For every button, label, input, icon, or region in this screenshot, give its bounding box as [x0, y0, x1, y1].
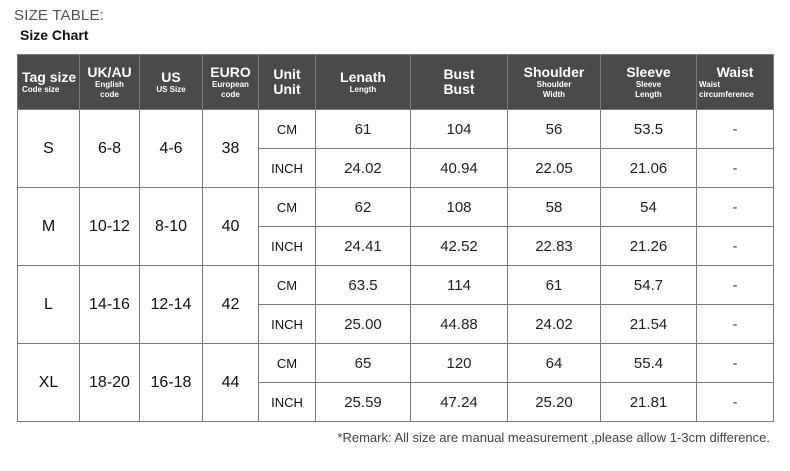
header-sub: Waist circumference: [699, 79, 754, 99]
waist-cell: -: [697, 227, 774, 266]
header-sub: Unit: [273, 81, 301, 97]
us-size-cell: 12-14: [140, 266, 203, 344]
shoulder-cell: 56: [508, 110, 601, 149]
shoulder-cell: 22.83: [508, 227, 601, 266]
us-size-cell: 16-18: [140, 344, 203, 422]
header-sub: English code: [95, 79, 124, 99]
tag-size-cell: S: [18, 110, 80, 188]
waist-cell: -: [697, 383, 774, 422]
header-sub: US Size: [156, 84, 186, 94]
header-waist: [697, 55, 774, 110]
header-sub: Bust: [443, 81, 475, 97]
tag-size-cell: L: [18, 266, 80, 344]
waist-cell: -: [697, 305, 774, 344]
bust-cell: 47.24: [411, 383, 508, 422]
us-size-cell: 8-10: [140, 188, 203, 266]
table-header-row: [18, 55, 774, 110]
waist-cell: -: [697, 110, 774, 149]
header-sub: Length: [349, 84, 377, 94]
shoulder-cell: 22.05: [508, 149, 601, 188]
unit-cell: INCH: [259, 305, 316, 344]
header-sub: Shoulder Width: [536, 79, 572, 99]
remark-note: *Remark: All size are manual measurement ,please allow 1-3cm difference.: [337, 430, 770, 445]
bust-cell: 120: [411, 344, 508, 383]
length-cell: 62: [316, 188, 411, 227]
header-euro: [203, 55, 259, 110]
header-length: [316, 55, 411, 110]
unit-cell: CM: [259, 110, 316, 149]
header-uk-au: [80, 55, 140, 110]
sleeve-cell: 21.81: [601, 383, 697, 422]
table-row: [18, 344, 774, 383]
uk-size-cell: 14-16: [80, 266, 140, 344]
uk-size-cell: 6-8: [80, 110, 140, 188]
header-main: Sleeve: [626, 63, 671, 80]
unit-cell: INCH: [259, 227, 316, 266]
header-main: Shoulder: [523, 63, 585, 80]
sleeve-cell: 21.54: [601, 305, 697, 344]
header-main: Lenath: [340, 68, 386, 85]
table-row: [18, 110, 774, 149]
sleeve-cell: 54.7: [601, 266, 697, 305]
tag-size-cell: XL: [18, 344, 80, 422]
header-main: EURO: [210, 63, 251, 80]
sleeve-cell: 21.06: [601, 149, 697, 188]
waist-cell: -: [697, 266, 774, 305]
header-sleeve: [601, 55, 697, 110]
bust-cell: 104: [411, 110, 508, 149]
header-tag-size: [18, 55, 80, 110]
header-main: UK/AU: [87, 63, 132, 80]
table-row: [18, 188, 774, 227]
length-cell: 24.41: [316, 227, 411, 266]
bust-cell: 108: [411, 188, 508, 227]
euro-size-cell: 42: [203, 266, 259, 344]
length-cell: 25.00: [316, 305, 411, 344]
bust-cell: 114: [411, 266, 508, 305]
sleeve-cell: 53.5: [601, 110, 697, 149]
length-cell: 61: [316, 110, 411, 149]
header-bust: [411, 55, 508, 110]
sleeve-cell: 21.26: [601, 227, 697, 266]
shoulder-cell: 61: [508, 266, 601, 305]
header-main: Bust: [443, 66, 475, 82]
euro-size-cell: 44: [203, 344, 259, 422]
length-cell: 24.02: [316, 149, 411, 188]
tag-size-cell: M: [18, 188, 80, 266]
waist-cell: -: [697, 188, 774, 227]
waist-cell: -: [697, 344, 774, 383]
size-chart-table: [17, 54, 774, 422]
header-main: Waist: [716, 63, 754, 80]
header-main: Unit: [273, 66, 301, 82]
sleeve-cell: 55.4: [601, 344, 697, 383]
unit-cell: INCH: [259, 149, 316, 188]
unit-cell: INCH: [259, 383, 316, 422]
shoulder-cell: 58: [508, 188, 601, 227]
uk-size-cell: 18-20: [80, 344, 140, 422]
unit-cell: CM: [259, 188, 316, 227]
header-sub: Sleeve Length: [635, 79, 662, 99]
header-unit: [259, 55, 316, 110]
size-table-heading: SIZE TABLE:: [14, 7, 105, 24]
length-cell: 65: [316, 344, 411, 383]
waist-cell: -: [697, 149, 774, 188]
bust-cell: 40.94: [411, 149, 508, 188]
length-cell: 25.59: [316, 383, 411, 422]
uk-size-cell: 10-12: [80, 188, 140, 266]
unit-cell: CM: [259, 344, 316, 383]
euro-size-cell: 40: [203, 188, 259, 266]
bust-cell: 42.52: [411, 227, 508, 266]
header-sub: European code: [212, 79, 249, 99]
length-cell: 63.5: [316, 266, 411, 305]
sleeve-cell: 54: [601, 188, 697, 227]
header-sub: Code size: [22, 84, 60, 94]
unit-cell: CM: [259, 266, 316, 305]
header-main: Tag size: [22, 68, 77, 85]
shoulder-cell: 24.02: [508, 305, 601, 344]
header-shoulder: [508, 55, 601, 110]
shoulder-cell: 64: [508, 344, 601, 383]
header-us: [140, 55, 203, 110]
bust-cell: 44.88: [411, 305, 508, 344]
euro-size-cell: 38: [203, 110, 259, 188]
header-main: US: [161, 68, 181, 85]
us-size-cell: 4-6: [140, 110, 203, 188]
size-chart-subtitle: Size Chart: [20, 27, 89, 43]
table-row: [18, 266, 774, 305]
shoulder-cell: 25.20: [508, 383, 601, 422]
